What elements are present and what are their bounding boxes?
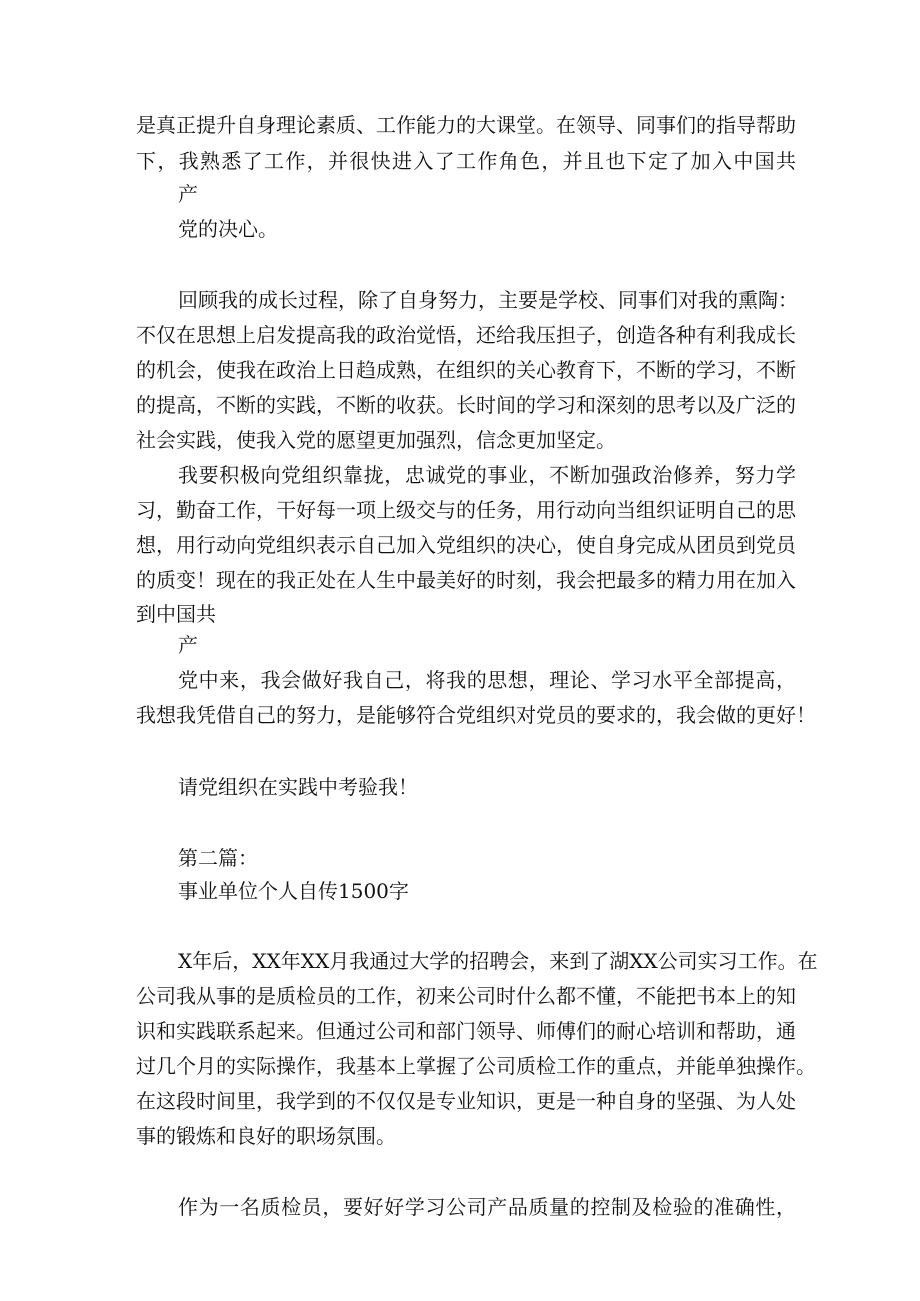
text-line: X年后，XX年XX月我通过大学的招聘会，来到了湖XX公司实习工作。在 xyxy=(178,949,818,973)
text-line: 是真正提升自身理论素质、工作能力的大课堂。在领导、同事们的指导帮助 xyxy=(136,113,796,137)
text-line: 我想我凭借自己的努力，是能够符合党组织对党员的要求的，我会做的更好！ xyxy=(136,703,816,727)
text-line: 的机会，使我在政治上日趋成熟，在组织的关心教育下，不断的学习，不断 xyxy=(136,358,796,382)
text-line: 事的锻炼和良好的职场氛围。 xyxy=(136,1124,396,1148)
text-line: 下，我熟悉了工作，并很快进入了工作角色，并且也下定了加入中国共 xyxy=(136,149,796,173)
text-line: 党的决心。 xyxy=(178,217,278,241)
text-line: 到中国共 xyxy=(136,602,216,626)
section-label: 第二篇： xyxy=(178,846,258,870)
text-line: 习，勤奋工作，干好每一项上级交与的任务，用行动向当组织证明自己的思 xyxy=(136,498,796,522)
text-line: 社会实践，使我入党的愿望更加强烈，信念更加坚定。 xyxy=(136,428,616,452)
text-line: 产 xyxy=(178,633,198,657)
text-line: 想，用行动向党组织表示自己加入党组织的决心，使自身完成从团员到党员 xyxy=(136,533,796,557)
section-title: 事业单位个人自传1500字 xyxy=(178,879,409,903)
text-line: 的质变！现在的我正处在人生中最美好的时刻，我会把最多的精力用在加入 xyxy=(136,568,796,592)
text-line: 产 xyxy=(178,182,198,206)
text-line: 的提高，不断的实践，不断的收获。长时间的学习和深刻的思考以及广泛的 xyxy=(136,393,796,417)
text-line: 党中来，我会做好我自己，将我的思想，理论、学习水平全部提高， xyxy=(178,668,796,692)
text-line: 作为一名质检员，要好好学习公司产品质量的控制及检验的准确性， xyxy=(178,1195,796,1219)
text-line: 过几个月的实际操作，我基本上掌握了公司质检工作的重点，并能单独操作。 xyxy=(136,1054,816,1078)
text-line: 不仅在思想上启发提高我的政治觉悟，还给我压担子，创造各种有利我成长 xyxy=(136,323,796,347)
text-line: 请党组织在实践中考验我！ xyxy=(178,775,418,799)
text-line: 识和实践联系起来。但通过公司和部门领导、师傅们的耐心培训和帮助，通 xyxy=(136,1019,796,1043)
text-line: 回顾我的成长过程，除了自身努力，主要是学校、同事们对我的熏陶： xyxy=(178,288,798,312)
text-line: 公司我从事的是质检员的工作，初来公司时什么都不懂，不能把书本上的知 xyxy=(136,984,796,1008)
text-line: 在这段时间里，我学到的不仅仅是专业知识，更是一种自身的坚强、为人处 xyxy=(136,1089,796,1113)
text-line: 我要积极向党组织靠拢，忠诚党的事业，不断加强政治修养，努力学 xyxy=(178,463,796,487)
